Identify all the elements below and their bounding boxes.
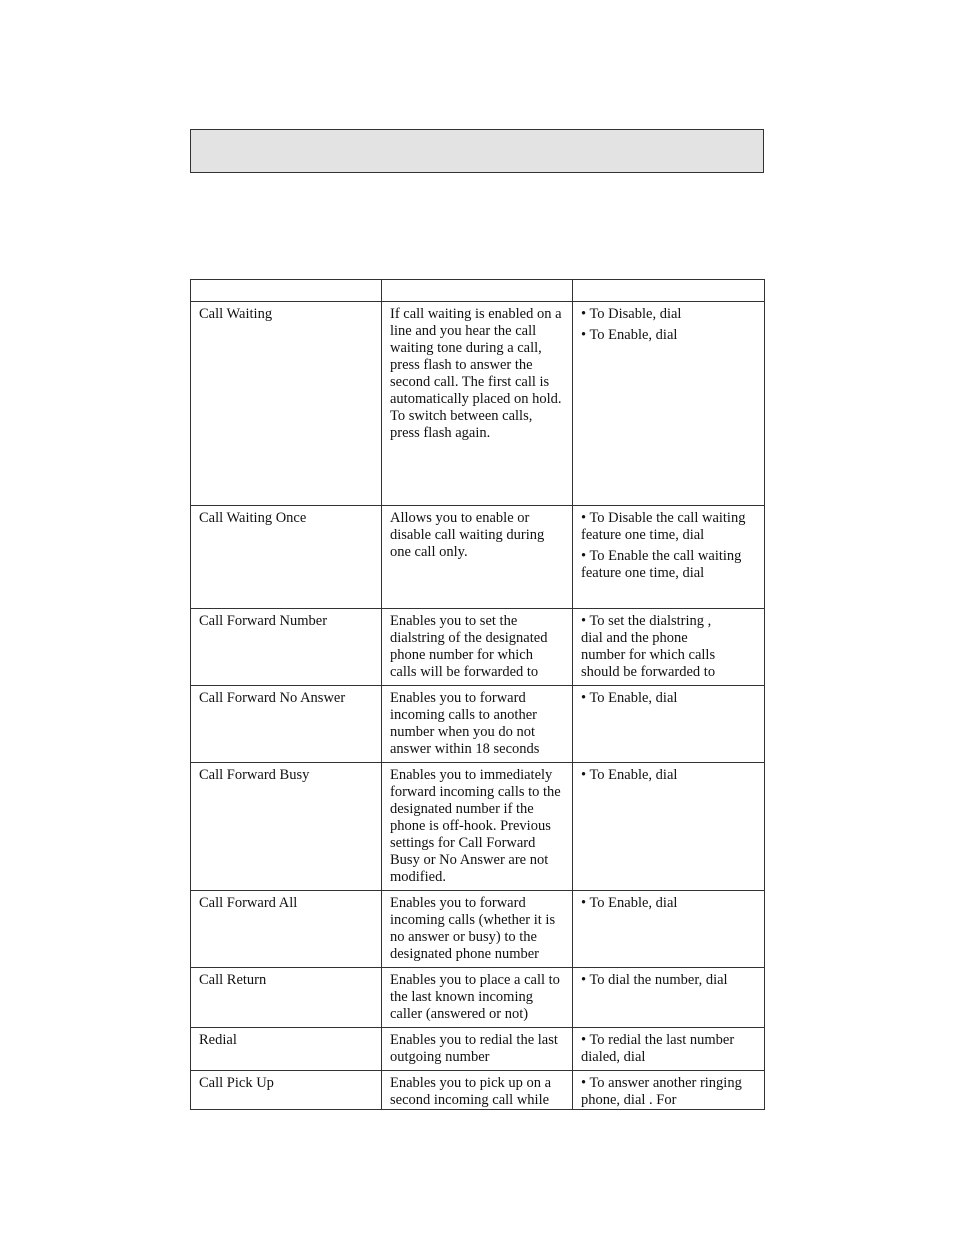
action-cell [573, 302, 765, 506]
feature-description: Enables you to set the dialstring of the designated phone number for which calls will be forwarded to [390, 613, 548, 680]
feature-name: Call Forward All [199, 895, 298, 911]
description-cell [382, 1071, 573, 1110]
table-row [191, 968, 765, 1028]
header-cell-description [382, 280, 573, 302]
table-row [191, 686, 765, 763]
action-cell [573, 609, 765, 686]
feature-description: Enables you to immediately forward incoming calls to the designated number if the phone is off-hook. Previous settings for Call Forward Busy or No Answer are not modified. [390, 767, 561, 885]
feature-cell [191, 609, 382, 686]
description-cell [382, 763, 573, 891]
description-cell [382, 968, 573, 1028]
feature-cell [191, 1028, 382, 1071]
action-cell [573, 1028, 765, 1071]
action-item: • To Enable, dial [581, 327, 678, 343]
description-cell [382, 891, 573, 968]
table-row [191, 1028, 765, 1071]
feature-cell [191, 506, 382, 609]
table-header-row [191, 280, 765, 302]
action-cell [573, 506, 765, 609]
action-cell [573, 968, 765, 1028]
action-cell [573, 1071, 765, 1110]
feature-description: Enables you to forward incoming calls to another number when you do not answer within 18 seconds [390, 690, 540, 757]
feature-name: Call Waiting [199, 306, 273, 322]
feature-name: Call Forward No Answer [199, 690, 346, 706]
action-item: • To Enable the call waiting feature one time, dial [581, 548, 742, 581]
feature-name: Call Forward Busy [199, 767, 310, 783]
feature-cell [191, 1071, 382, 1110]
action-item: • To Enable, dial [581, 767, 678, 783]
features-table [190, 279, 765, 1110]
feature-description: Enables you to redial the last outgoing number [390, 1032, 558, 1065]
description-cell [382, 609, 573, 686]
table-row [191, 506, 765, 609]
header-cell-action [573, 280, 765, 302]
feature-description: Enables you to place a call to the last known incoming caller (answered or not) [390, 972, 560, 1022]
table-row [191, 609, 765, 686]
feature-cell [191, 968, 382, 1028]
feature-description: If call waiting is enabled on a line and you hear the call waiting tone during a call, press flash to answer the second call. The first call is automatically placed on hold. To switch between calls, press flash again. [390, 306, 562, 441]
action-item: • To Disable the call waiting feature one time, dial [581, 510, 746, 543]
action-item: • To set the dialstring , dial and the phone number for which calls should be forwarded to [581, 613, 716, 680]
feature-description: Allows you to enable or disable call waiting during one call only. [390, 510, 545, 560]
action-item: • To Enable, dial [581, 690, 678, 706]
header-cell-feature [191, 280, 382, 302]
table-row [191, 302, 765, 506]
table-row [191, 1071, 765, 1110]
action-item: • To redial the last number dialed, dial [581, 1032, 735, 1065]
feature-description: Enables you to forward incoming calls (whether it is no answer or busy) to the designated phone number [390, 895, 556, 962]
feature-name: Call Pick Up [199, 1075, 274, 1091]
feature-cell [191, 302, 382, 506]
action-cell [573, 686, 765, 763]
action-item: • To dial the number, dial [581, 972, 728, 988]
feature-name: Call Forward Number [199, 613, 328, 629]
description-cell [382, 1028, 573, 1071]
feature-name: Redial [199, 1032, 237, 1048]
table-row [191, 763, 765, 891]
action-item: • To Disable, dial [581, 306, 682, 322]
feature-name: Call Return [199, 972, 267, 988]
action-cell [573, 763, 765, 891]
description-cell [382, 686, 573, 763]
description-cell [382, 302, 573, 506]
feature-cell [191, 686, 382, 763]
feature-cell [191, 891, 382, 968]
action-cell [573, 891, 765, 968]
description-cell [382, 506, 573, 609]
feature-description: Enables you to pick up on a second incoming call while [390, 1075, 552, 1108]
table-row [191, 891, 765, 968]
action-item: • To answer another ringing phone, dial . For [581, 1075, 742, 1108]
feature-cell [191, 763, 382, 891]
feature-name: Call Waiting Once [199, 510, 307, 526]
action-item: • To Enable, dial [581, 895, 678, 911]
section-header-bar [190, 129, 764, 173]
